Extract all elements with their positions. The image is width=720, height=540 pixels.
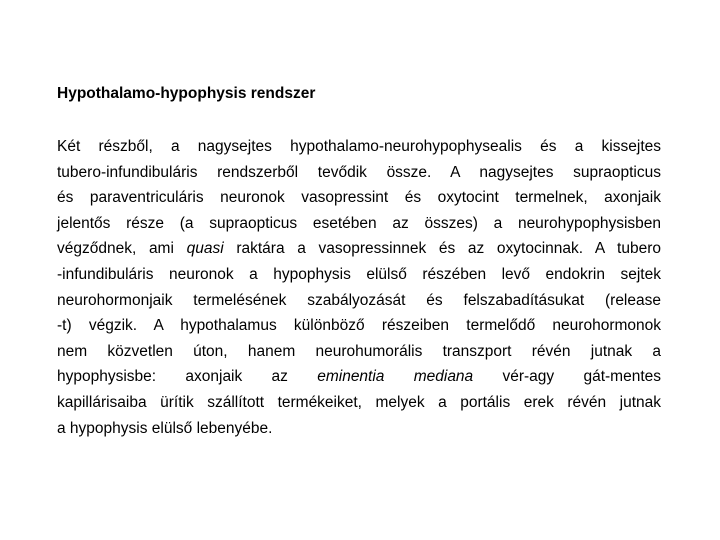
paragraph-line: -infundibuláris neuronok a hypophysis elülső részében levő endokrin sejtek xyxy=(57,265,661,283)
slide-title: Hypothalamo-hypophysis rendszer xyxy=(57,85,316,102)
line-text: vér-agy gát-mentes xyxy=(473,368,661,386)
paragraph-line: nem közvetlen úton, hanem neurohumorális transzport révén jutnak a xyxy=(57,342,661,360)
line-text: végződnek, ami xyxy=(57,240,187,258)
italic-term-quasi: quasi xyxy=(186,240,224,258)
paragraph-line xyxy=(57,364,661,390)
paragraph-line: jelentős része (a supraopticus esetében az összes) a neurohypophysisben xyxy=(57,214,661,232)
italic-term-eminentia-mediana: eminentia mediana xyxy=(317,368,474,386)
paragraph-line xyxy=(57,236,661,262)
paragraph-line: Két részből, a nagysejtes hypothalamo-neurohypophysealis és a kissejtes xyxy=(57,138,661,155)
line-text: hypophysisbe: axonjaik az xyxy=(57,368,318,386)
paragraph-line: -t) végzik. A hypothalamus különböző részeiben termelődő neurohormonok xyxy=(57,317,661,335)
paragraph-line: neurohormonjaik termelésének szabályozását és felszabadításukat (release xyxy=(57,291,661,309)
paragraph-line: és paraventriculáris neuronok vasopressint és oxytocint termelnek, axonjaik xyxy=(57,189,661,207)
line-text: raktára a vasopressinnek és az oxytocinnak. A tubero xyxy=(223,240,661,258)
paragraph-line: kapillárisaiba ürítik szállított termékeiket, melyek a portális erek révén jutnak xyxy=(57,393,661,411)
paragraph-line: tubero-infundibuláris rendszerből tevődik össze. A nagysejtes supraopticus xyxy=(57,163,661,181)
body-paragraph xyxy=(57,134,661,441)
paragraph-line: a hypophysis elülső lebenyébe. xyxy=(57,419,273,437)
